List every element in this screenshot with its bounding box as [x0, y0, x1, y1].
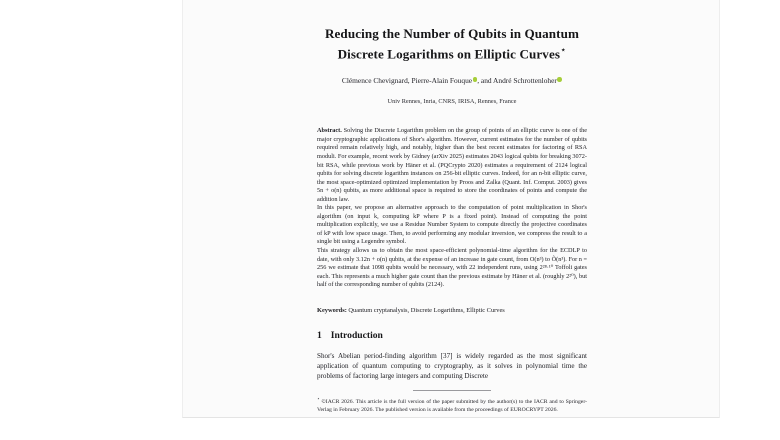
introduction-body: [317, 341, 587, 382]
author-list: [256, 62, 648, 86]
section-heading: [317, 315, 587, 341]
orcid-icon[interactable]: [557, 77, 562, 82]
abstract-label: Abstract.: [317, 127, 342, 135]
title-footnote-marker: ⋆: [560, 44, 567, 56]
authors-part-2: , and André Schrottenloher: [477, 76, 557, 86]
page-title: [256, 0, 648, 62]
intro-paragraph: Shor's Abelian period-finding algorithm [37] is widely regarded as the most significant application of quantum computing to cryptography, as it solves in polynomial time the problems of factoring large integers and computing Discrete: [317, 351, 587, 381]
footnote: [317, 391, 587, 414]
title-line-2-text: Discrete Logarithms on Elliptic Curves: [337, 45, 561, 61]
abstract-paragraph-3: This strategy allows us to obtain the most space-efficient polynomial-time algorithm for the ECDLP to date, with only 3.12n + o(n) qubits, at the expense of an increase in gate count, from O(n³) to Õ(n³). For n = 256 we estimate that 1098 qubits would be necessary, with 22 independent runs, using 2²⁸·¹⁰ Toffoli gates each. This represents a much higher gate count than the previous estimate by Häner et al. (roughly 2²⁰), but half of the corresponding number of qubits (2124).: [317, 247, 587, 289]
keywords-value: Quantum cryptanalysis, Discrete Logarithms, Elliptic Curves: [346, 306, 505, 314]
keywords: [317, 290, 587, 315]
abstract-paragraph-1-text: Solving the Discrete Logarithm problem on the group of points of an elliptic curve is one of the major cryptographic applications of Shor's algorithm. However, current estimates for the number of qubits required remain relatively high, and notably, higher than the best recent estimates for factoring of RSA moduli. For example, recent work by Gidney (arXiv 2025) estimates 2043 logical qubits for breaking 3072-bit RSA, while previous work by Häner et al. (PQCrypto 2020) estimates a requirement of 2124 logical qubits for solving discrete logarithm instances on 256-bit elliptic curves. Indeed, for an n-bit elliptic curve, the most space-optimized optimized implementation by Proos and Zalka (Quant. Inf. Comput. 2003) gives 5n + o(n) qubits, as more additional space is required to store the coordinates of points and compute the addition law.: [317, 127, 587, 203]
footnote-text: ©IACR 2026. This article is the full version of the paper submitted by the author(s) to the IACR and to Springer-Verlag in February 2026. The published version is available from the proceedings of EUROCRYPT 2026.: [317, 398, 587, 413]
authors-part-1: Clémence Chevignard, Pierre-Alain Fouque: [341, 76, 473, 86]
pdf-page: [182, 0, 720, 418]
title-line-1: Reducing the Number of Qubits in Quantum: [324, 26, 580, 41]
footnote-marker: ⋆: [317, 395, 320, 401]
section-title: Introduction: [330, 329, 383, 341]
title-line-2: [256, 43, 648, 63]
section-number: 1: [317, 329, 322, 341]
abstract-paragraph-1: [317, 127, 587, 204]
affiliation: Univ Rennes, Inria, CNRS, IRISA, Rennes, France: [387, 98, 517, 106]
abstract-paragraph-2: In this paper, we propose an alternative approach to the computation of point multiplication in Shor's algorithm (on input k, computing kP where P is a fixed point). Instead of computing the point multiplication explicitly, we use a Residue Number System to compute directly the projective coordinates of kP with low space usage. Then, to avoid performing any modular inversion, we compress the result to a single bit using a Legendre symbol.: [317, 204, 587, 246]
page-content: [256, 0, 648, 414]
keywords-label: Keywords:: [317, 306, 347, 314]
abstract: [317, 106, 587, 289]
